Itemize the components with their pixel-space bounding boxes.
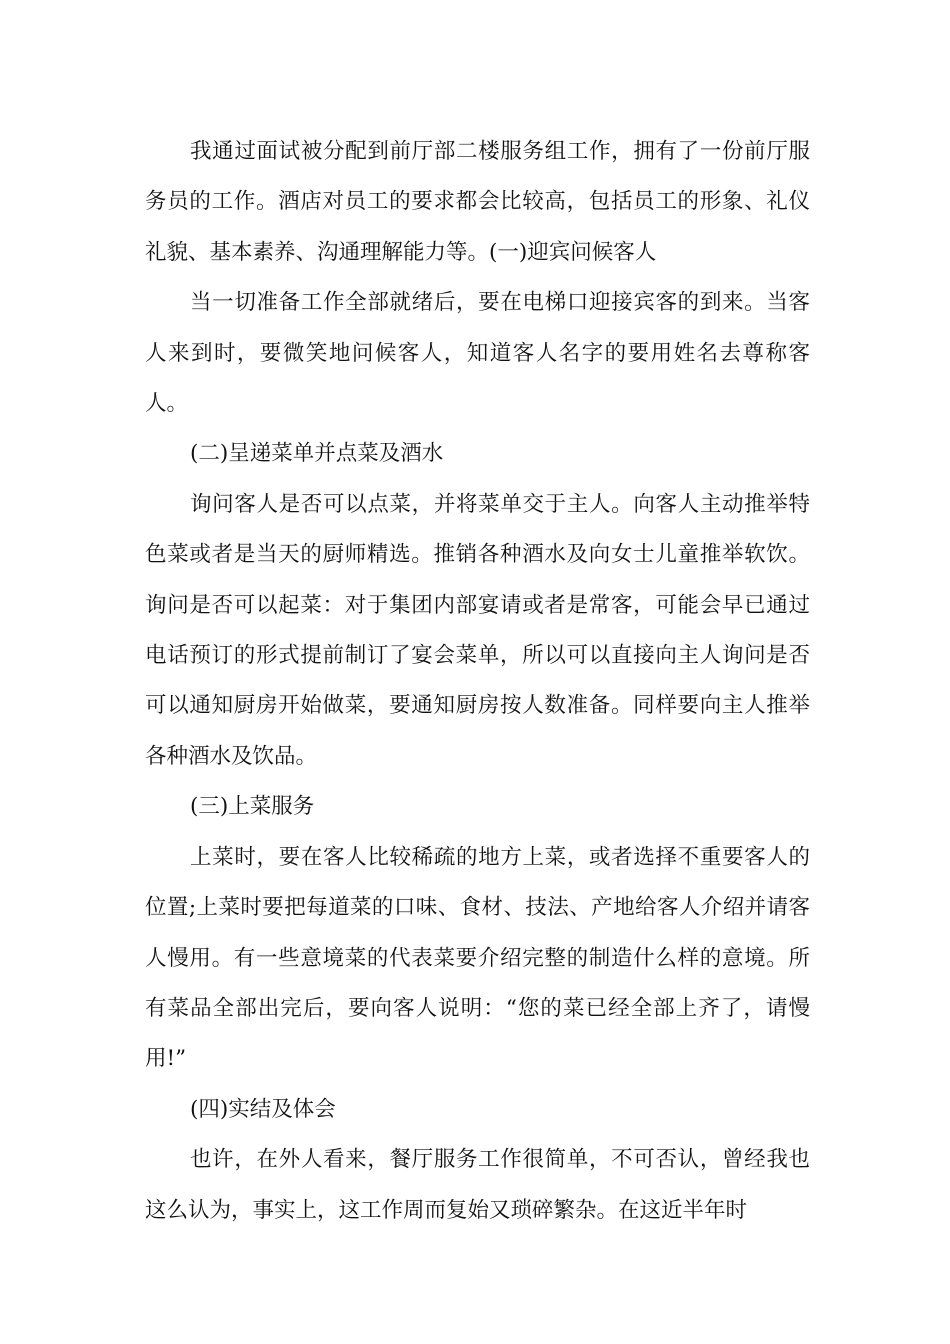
paragraph-summary: 也许，在外人看来，餐厅服务工作很简单，不可否认，曾经我也这么认为，事实上，这工作周而复始又琐碎繁杂。在这近半年时: [145, 1147, 810, 1223]
paragraph-serving: 上菜时，要在客人比较稀疏的地方上菜，或者选择不重要客人的位置;上菜时要把每道菜的口味、食材、技法、产地给客人介绍并请客人慢用。有一些意境菜的代表菜要介绍完整的制造什么样的意境。所有菜品全部出完后，要向客人说明：“您的菜已经全部上齐了，请慢用!”: [145, 844, 810, 1072]
document-body: [145, 127, 810, 1236]
paragraph-intro: 我通过面试被分配到前厅部二楼服务组工作，拥有了一份前厅服务员的工作。酒店对员工的要求都会比较高，包括员工的形象、礼仪礼貌、基本素养、沟通理解能力等。(一)迎宾问候客人: [145, 139, 810, 265]
paragraph-greeting: 当一切准备工作全部就绪后，要在电梯口迎接宾客的到来。当客人来到时，要微笑地问候客人，知道客人名字的要用姓名去尊称客人。: [145, 290, 810, 417]
section-heading-menu: (二)呈递菜单并点菜及酒水: [190, 441, 444, 467]
section-heading-serving: (三)上菜服务: [190, 794, 315, 820]
paragraph-ordering: 询问客人是否可以点菜，并将菜单交于主人。向客人主动推举特色菜或者是当天的厨师精选。推销各种酒水及向女士儿童推举软饮。询问是否可以起菜：对于集团内部宴请或者是常客，可能会早已通过电话预订的形式提前制订了宴会菜单，所以可以直接向主人询问是否可以通知厨房开始做菜，要通知厨房按人数准备。同样要向主人推举各种酒水及饮品。: [145, 491, 810, 769]
section-heading-summary: (四)实结及体会: [190, 1096, 336, 1122]
